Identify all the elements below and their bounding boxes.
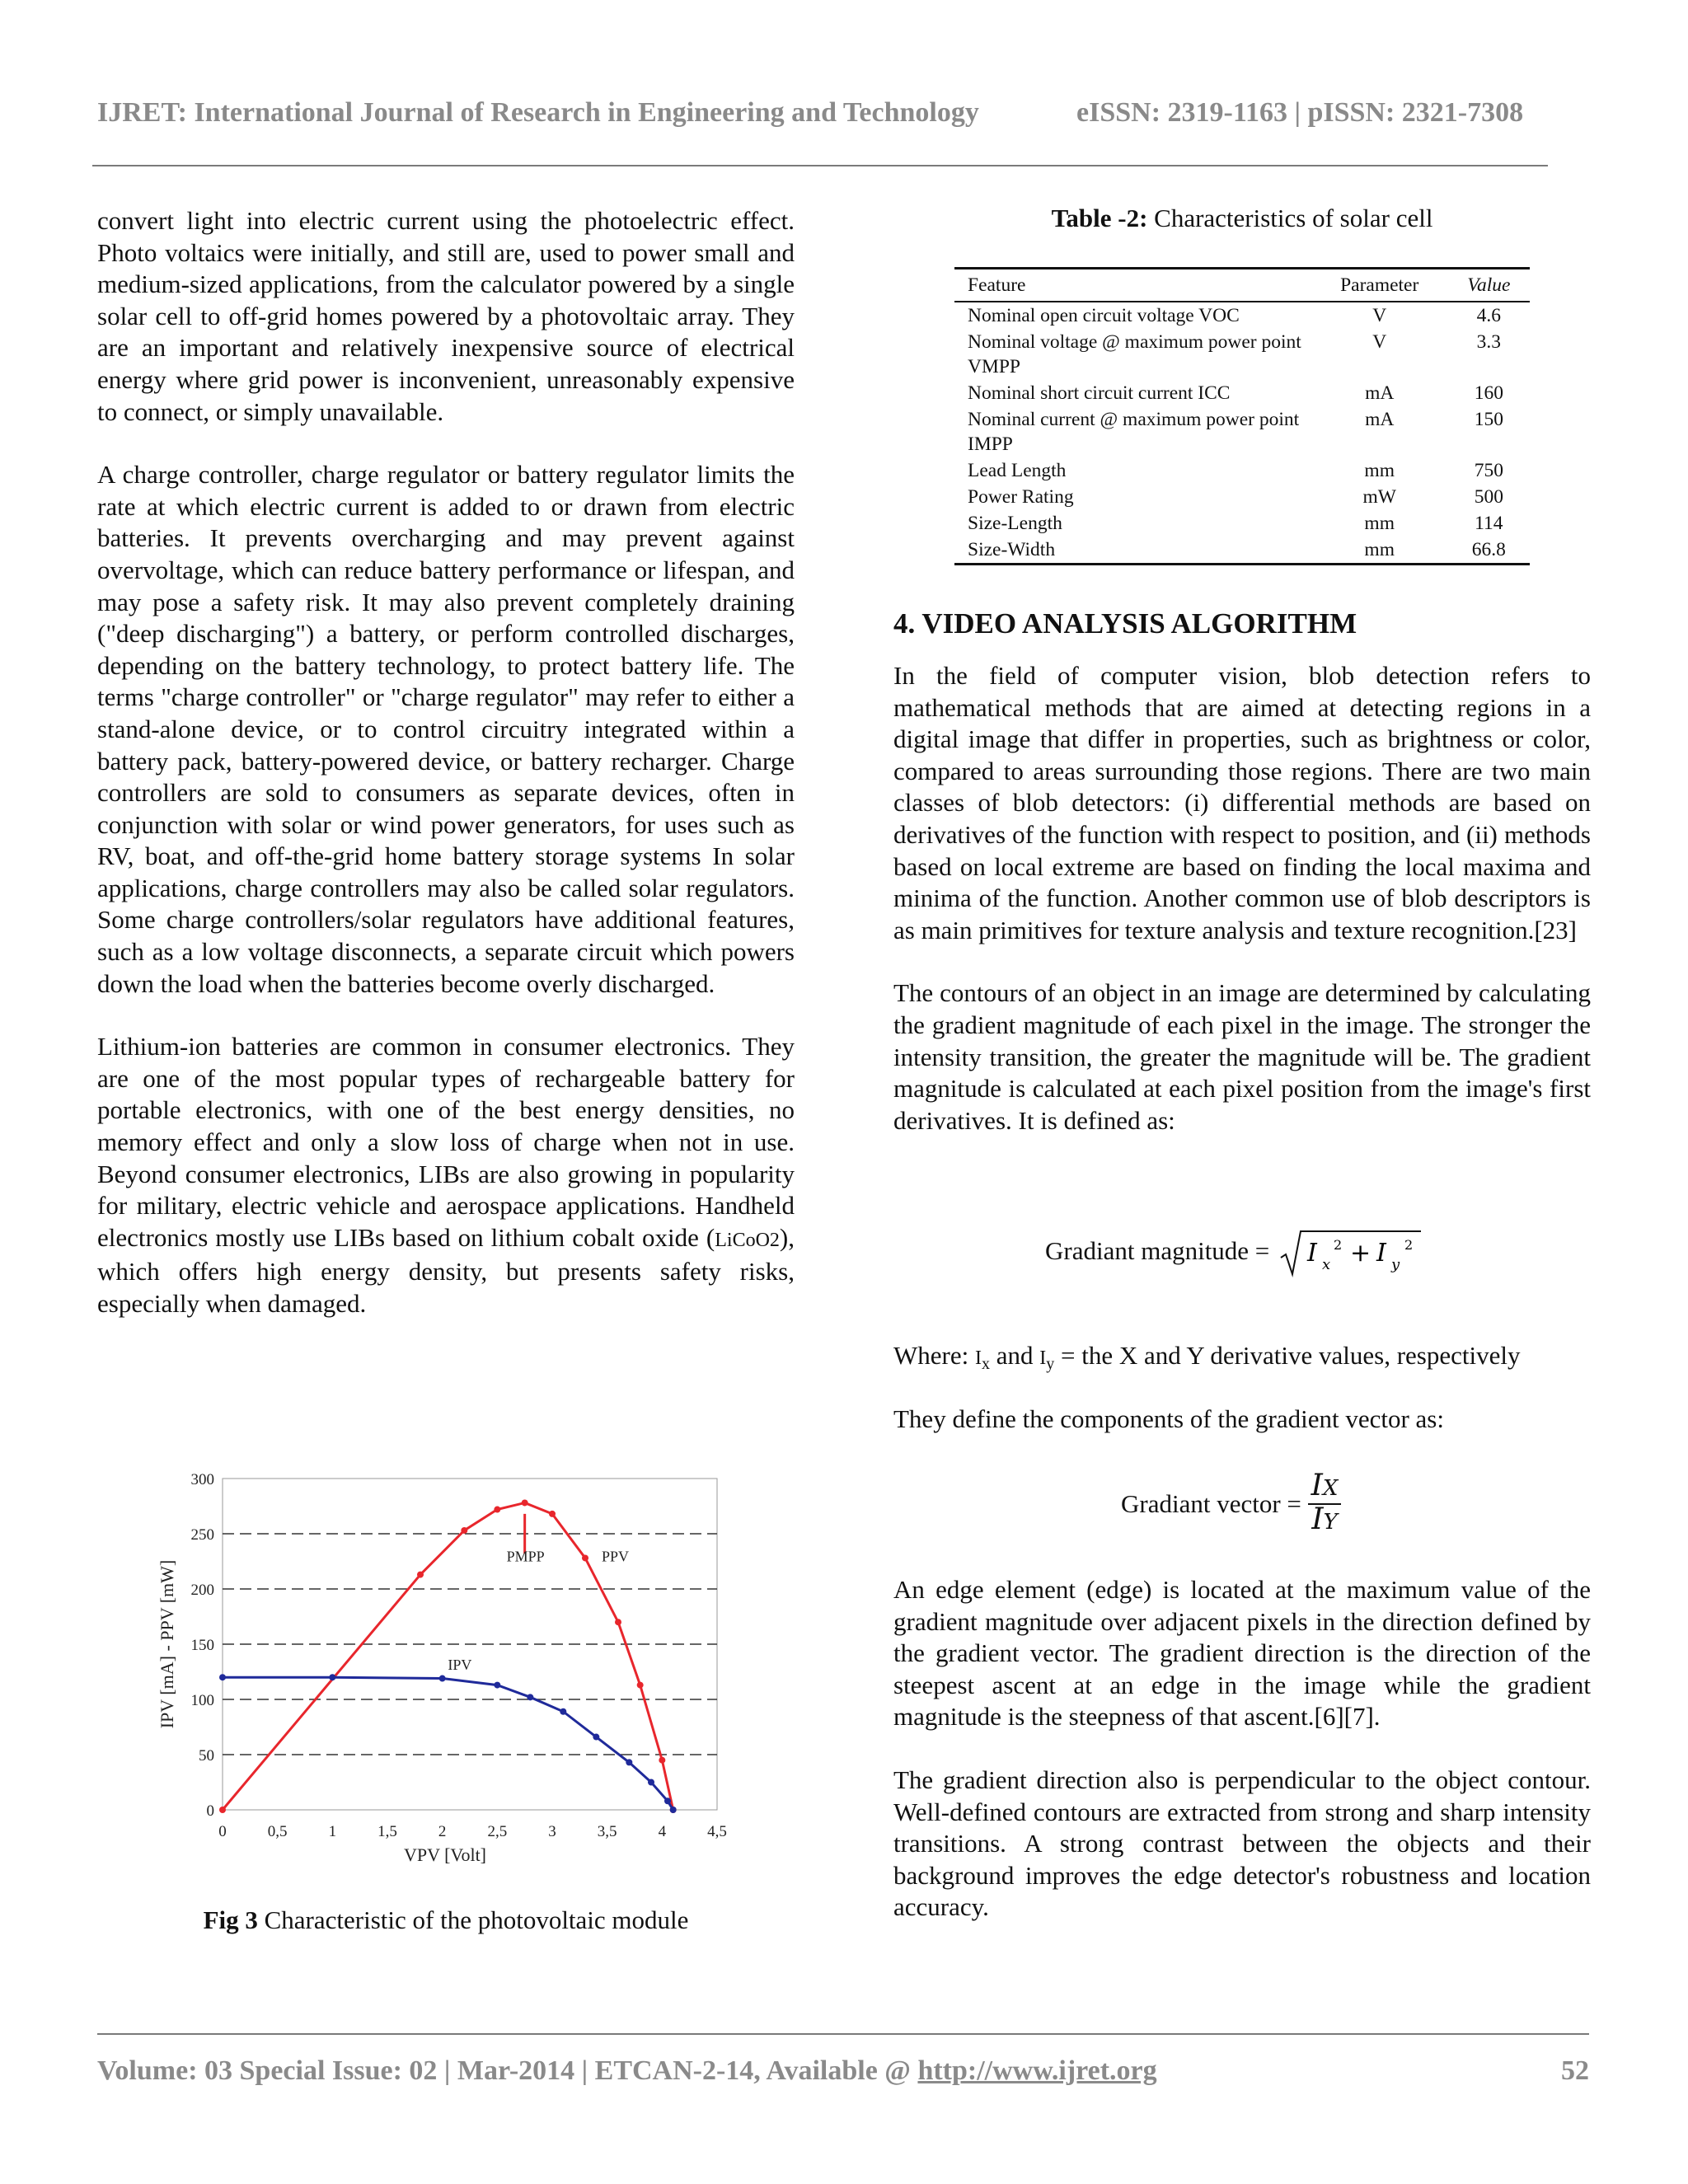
data-point bbox=[461, 1527, 467, 1534]
table-row: Nominal open circuit voltage VOC V 4.6 bbox=[968, 305, 1502, 326]
paragraph-blob-detection: In the field of computer vision, blob detection refers to mathematical methods that are aimed at detecting regions in a digital image that differ in properties, such as brightness or color, compared to areas surrounding those regions. There are two main classes of blob detectors: (i) differential methods are based on derivatives of the function with respect to position, and (ii) methods based on local extreme are based on finding the local maxima and minima of the function. Another common use of blob descriptors is as main primitives for texture analysis and texture recognition.[23] bbox=[893, 661, 1591, 944]
data-point bbox=[329, 1674, 335, 1680]
svg-text:2: 2 bbox=[1404, 1237, 1414, 1253]
sqrt-expression bbox=[1279, 1228, 1423, 1279]
gradient-fraction: $\frac{IX}{IY}$ bbox=[1308, 1471, 1342, 1537]
annotation-pmpp: PMPP bbox=[506, 1548, 545, 1565]
x-tick-label: 1,5 bbox=[377, 1823, 397, 1840]
footer-rule bbox=[97, 2033, 1589, 2035]
x-tick-label: 2 bbox=[438, 1823, 447, 1840]
paragraph-components: They define the components of the gradient vector as: bbox=[893, 1404, 1444, 1433]
svg-text:+: + bbox=[1350, 1239, 1372, 1268]
right-column-components bbox=[893, 1404, 1591, 1467]
svg-text:I: I bbox=[1307, 1239, 1317, 1268]
x-tick-label: 4 bbox=[658, 1823, 667, 1840]
paragraph-lithium-ion: Lithium-ion batteries are common in consumer electronics. They are one of the most popular types of rechargeable battery for portable electronics, with one of the best energy densities, no memory effect and only a slow loss of charge when not in use. Beyond consumer electronics, LIBs are also growing in popularity for military, electric vehicle and aerospace applications. Handheld electronics mostly use LIBs based on lithium cobalt oxide (LiCoO2), which offers high energy density, but presents safety risks, especially when damaged. bbox=[97, 1032, 795, 1318]
data-point bbox=[593, 1734, 599, 1741]
running-header bbox=[97, 97, 1540, 129]
data-point bbox=[582, 1554, 588, 1561]
section-title: 4. VIDEO ANALYSIS ALGORITHM bbox=[893, 607, 1357, 640]
formula1-label: Gradiant magnitude = bbox=[1045, 1236, 1270, 1265]
y-tick-label: 150 bbox=[190, 1637, 214, 1654]
running-footer bbox=[97, 2055, 1589, 2087]
y-tick-label: 200 bbox=[190, 1582, 214, 1599]
data-point bbox=[439, 1675, 446, 1682]
y-tick-label: 300 bbox=[190, 1471, 214, 1488]
chem-formula: LiCoO2 bbox=[715, 1229, 780, 1251]
table-row: Nominal voltage @ maximum power point VMPP V 3.3 bbox=[968, 331, 1502, 377]
data-point bbox=[664, 1797, 671, 1804]
x-tick-label: 0,5 bbox=[267, 1823, 288, 1840]
data-point bbox=[494, 1682, 500, 1689]
data-point bbox=[659, 1757, 665, 1764]
formula2-label: Gradiant vector = bbox=[1121, 1489, 1301, 1518]
right-column-bottom bbox=[893, 1574, 1591, 1955]
data-point bbox=[417, 1572, 424, 1578]
left-column bbox=[97, 205, 795, 1352]
paragraph-contours: The contours of an object in an image are determined by calculating the gradient magnitude of each pixel in the image. The stronger the intensity transition, the greater the magnitude will be. The gradient magnitude is calculated at each pixel position from the image's first derivatives. It is defined as: bbox=[893, 978, 1591, 1135]
figure-caption-text: Characteristic of the photovoltaic module bbox=[257, 1905, 689, 1934]
annotation-ppv: PPV bbox=[602, 1548, 630, 1565]
header-rule bbox=[92, 165, 1548, 166]
pv-characteristic-figure bbox=[148, 1469, 742, 1881]
data-point bbox=[670, 1807, 677, 1813]
table-row: Power Rating mW 500 bbox=[968, 486, 1503, 508]
figure-label: Fig 3 bbox=[203, 1905, 258, 1934]
table-label: Table -2: bbox=[1051, 204, 1148, 232]
data-point bbox=[549, 1511, 556, 1517]
gradient-vector-formula bbox=[1121, 1471, 1341, 1537]
right-column-top bbox=[893, 660, 1591, 1168]
paragraph-photovoltaics: convert light into electric current using the photoelectric effect. Photo voltaics were initially, and still are, used to power small and medium-sized applications, from the calculator powered by a single solar cell to off-grid homes powered by a photovoltaic array. They are an important and relatively inexpensive source of electrical energy where grid power is inconvenient, unreasonably expensive to connect, or simply unavailable. bbox=[97, 206, 795, 426]
x-axis-label: VPV [Volt] bbox=[403, 1844, 487, 1865]
table-caption bbox=[893, 204, 1591, 233]
table-row: Size-Width mm 66.8 bbox=[968, 539, 1506, 560]
paragraph-edge-element: An edge element (edge) is located at the maximum value of the gradient magnitude over adjacent pixels in the direction defined by the gradient vector. The gradient direction is the direction of the steepest ascent at an edge in the image while the gradient magnitude is the steepness of that ascent.[6][7]. bbox=[893, 1575, 1591, 1732]
table-caption-text: Characteristics of solar cell bbox=[1147, 204, 1433, 232]
svg-text:2: 2 bbox=[1334, 1237, 1343, 1253]
y-tick-label: 0 bbox=[206, 1802, 214, 1820]
paragraph-charge-controller: A charge controller, charge regulator or battery regulator limits the rate at which electric current is added to or drawn from electric batteries. It prevents overcharging and may prevent against overvoltage, which can reduce battery performance or lifespan, and may pose a safety risk. It may also prevent completely draining ("deep discharging") a battery, or perform controlled discharges, depending on the battery technology, to protect battery life. The terms "charge controller" or "charge regulator" may refer to either a stand-alone device, or to control circuitry integrated within a battery pack, battery-powered device, or battery recharger. Charge controllers are sold to consumers as separate devices, often in conjunction with solar or wind power generators, for uses such as RV, boat, and off-the-grid home battery storage systems In solar applications, charge controllers may also be called solar regulators. Some charge controllers/solar regulators have additional features, such as a low voltage disconnects, a separate circuit which powers down the load when the batteries become overly discharged. bbox=[97, 460, 795, 998]
svg-text:y: y bbox=[1391, 1256, 1400, 1273]
data-point bbox=[494, 1507, 500, 1513]
col-header-parameter: Parameter bbox=[1311, 269, 1448, 302]
figure-caption bbox=[97, 1905, 795, 1935]
paragraph-gradient-direction: The gradient direction also is perpendicular to the object contour. Well-defined contours are extracted from strong and sharp intensity transitions. A strong contrast between the objects and their background improves the edge detector's robustness and location accuracy. bbox=[893, 1765, 1591, 1922]
solar-cell-table bbox=[954, 267, 1530, 565]
svg-text:I: I bbox=[1376, 1239, 1386, 1268]
footer-text: Volume: 03 Special Issue: 02 | Mar-2014 | ETCAN-2-14, Available @ bbox=[97, 2055, 918, 2086]
table-row: Nominal short circuit current ICC mA 160 bbox=[968, 382, 1503, 404]
data-point bbox=[560, 1708, 566, 1715]
data-point bbox=[626, 1759, 632, 1765]
y-tick-label: 100 bbox=[190, 1692, 214, 1709]
table-header-row bbox=[954, 269, 1530, 302]
data-point bbox=[522, 1499, 528, 1506]
annotation-ipv: IPV bbox=[448, 1656, 472, 1673]
where-definition: Where: $I_x$ and $I_y$ = the X and Y derivative values, respectively bbox=[893, 1341, 1521, 1373]
issn-text: eISSN: 2319-1163 | pISSN: 2321-7308 bbox=[1076, 97, 1524, 128]
col-header-feature: Feature bbox=[954, 269, 1311, 302]
data-point bbox=[219, 1807, 226, 1813]
x-tick-label: 0 bbox=[218, 1823, 227, 1840]
journal-link[interactable]: http://www.ijret.org bbox=[917, 2055, 1157, 2086]
y-tick-label: 50 bbox=[199, 1747, 214, 1765]
table-row: Lead Length mm 750 bbox=[968, 460, 1503, 481]
data-point bbox=[219, 1674, 226, 1680]
data-point bbox=[615, 1619, 621, 1625]
svg-text:x: x bbox=[1322, 1256, 1331, 1273]
journal-title: IJRET: International Journal of Research in Engineering and Technology bbox=[97, 97, 979, 128]
gradient-magnitude-formula bbox=[1045, 1228, 1423, 1279]
x-tick-label: 2,5 bbox=[487, 1823, 508, 1840]
data-point bbox=[637, 1682, 644, 1689]
x-tick-label: 4,5 bbox=[707, 1823, 727, 1840]
table-row: Size-Length mm 114 bbox=[968, 513, 1503, 534]
table-row: Nominal current @ maximum power point IMPP mA 150 bbox=[968, 409, 1503, 455]
series-line-ipv bbox=[223, 1677, 673, 1810]
data-point bbox=[648, 1779, 654, 1786]
x-tick-label: 3,5 bbox=[597, 1823, 617, 1840]
y-axis-label: IPV [mA] - PPV [mW] bbox=[157, 1559, 177, 1729]
right-column-where bbox=[893, 1340, 1591, 1412]
x-tick-label: 1 bbox=[328, 1823, 337, 1840]
page-number: 52 bbox=[1561, 2055, 1589, 2086]
pv-chart bbox=[148, 1469, 742, 1881]
x-tick-label: 3 bbox=[548, 1823, 556, 1840]
col-header-value: Value bbox=[1448, 269, 1530, 302]
y-tick-label: 250 bbox=[190, 1526, 214, 1544]
data-point bbox=[527, 1694, 533, 1700]
